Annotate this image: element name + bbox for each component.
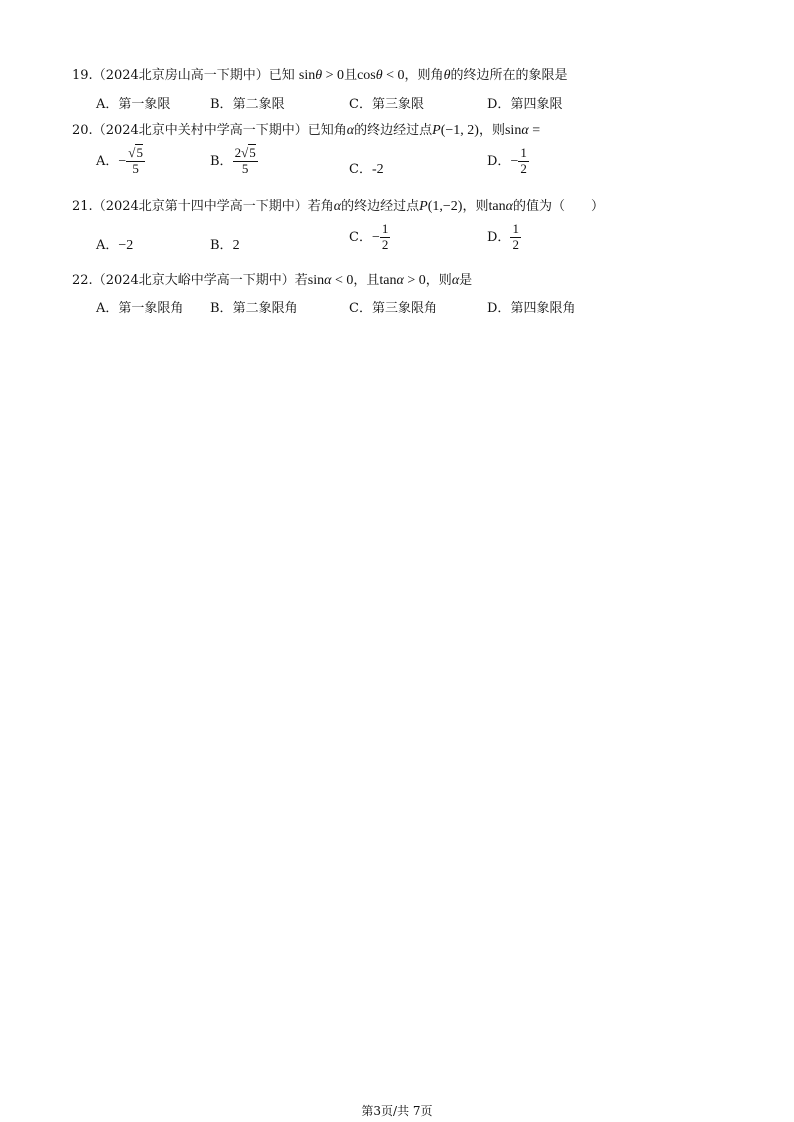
question-source: （2024北京房山高一下期中）	[92, 68, 269, 83]
denominator: 5	[241, 160, 249, 176]
stem-text: ，则	[478, 123, 505, 138]
math-minus: −	[510, 153, 519, 169]
option-d	[487, 146, 529, 177]
option-letter: D．	[487, 301, 511, 316]
radicand: 5	[136, 145, 143, 160]
option-letter: C．	[349, 162, 372, 177]
fraction	[518, 146, 529, 177]
stem-text: ，则角	[404, 68, 444, 83]
option-text: 第三象限	[371, 97, 424, 112]
question-source: （2024北京中关村中学高一下期中）	[92, 123, 308, 138]
stem-text: 的终边经过点	[354, 123, 433, 138]
coefficient: 2	[234, 145, 242, 160]
math-equals: =	[528, 123, 541, 138]
option-text: 第三象限角	[371, 301, 437, 316]
question-number: 20.	[72, 123, 93, 138]
math-alpha: α	[521, 123, 529, 138]
question-20-stem	[72, 119, 540, 139]
stem-text: 已知	[268, 68, 299, 83]
math-point-p: P	[419, 199, 428, 214]
option-text: 第四象限角	[510, 301, 576, 316]
math-sin: sin	[504, 123, 522, 138]
option-c	[349, 222, 390, 253]
page-footer: 第3页/共 7页	[361, 1104, 433, 1118]
stem-text: 的值为（ ）	[512, 199, 604, 214]
option-b	[210, 297, 298, 316]
question-21-stem	[72, 195, 604, 215]
math-tan: tan	[488, 199, 506, 214]
numerator: 1	[512, 221, 519, 236]
stem-text: ，且	[353, 273, 380, 288]
option-c	[349, 297, 437, 316]
option-letter: A．	[96, 301, 119, 316]
option-letter: D．	[487, 153, 511, 169]
option-letter: D．	[487, 97, 511, 112]
question-source: （2024北京第十四中学高一下期中）	[92, 199, 308, 214]
math-sin: sin	[298, 68, 316, 83]
math-sin: sin	[307, 273, 325, 288]
option-text: 第一象限角	[118, 301, 184, 316]
math-alpha: α	[346, 123, 355, 138]
question-number: 22.	[72, 273, 93, 288]
question-19-stem	[72, 64, 567, 84]
option-text: 第二象限	[232, 97, 285, 112]
question-number: 19.	[72, 68, 93, 83]
question-source: （2024北京大峪中学高一下期中）	[92, 273, 295, 288]
math-theta: θ	[443, 68, 451, 83]
question-22-stem	[72, 269, 472, 289]
option-letter: A．	[96, 153, 119, 169]
numerator: 1	[520, 145, 527, 160]
option-letter: A．	[96, 97, 119, 112]
option-text: −2	[118, 238, 134, 253]
option-text: 2	[232, 238, 240, 253]
math-coordinates: (−1, 2)	[440, 123, 479, 138]
option-a	[96, 146, 145, 177]
denominator: 2	[520, 160, 527, 176]
math-alpha: α	[451, 273, 460, 288]
option-d	[487, 93, 562, 112]
stem-text: 的终边所在的象限是	[450, 68, 568, 83]
math-alpha: α	[396, 273, 404, 288]
stem-text: 若	[294, 273, 308, 288]
option-a	[96, 297, 183, 316]
math-theta: θ	[315, 68, 323, 83]
option-c	[349, 93, 424, 112]
math-cos: cos	[357, 68, 376, 83]
option-letter: B．	[210, 238, 233, 253]
denominator: 2	[381, 236, 389, 252]
math-point-p: P	[432, 123, 441, 138]
option-text: 第一象限	[118, 97, 171, 112]
math-gt-zero: > 0	[403, 273, 426, 288]
stem-text: 是	[459, 273, 473, 288]
option-letter: B．	[210, 301, 233, 316]
option-a	[96, 234, 133, 254]
fraction	[510, 222, 521, 253]
option-text: 第四象限	[510, 97, 563, 112]
option-d	[487, 297, 575, 316]
option-letter: C．	[349, 301, 372, 316]
math-lt-zero: < 0	[382, 68, 405, 83]
option-a	[96, 93, 170, 112]
math-lt-zero: < 0	[331, 273, 354, 288]
stem-text: 且	[344, 68, 358, 83]
numerator: 1	[381, 221, 389, 236]
option-letter: C．	[349, 97, 372, 112]
option-letter: D．	[487, 229, 511, 245]
radicand: 5	[249, 145, 256, 160]
option-letter: C．	[349, 229, 372, 245]
option-d	[487, 222, 521, 253]
denominator: 2	[512, 236, 519, 252]
stem-text: ，则	[425, 273, 452, 288]
stem-text: 的终边经过点	[341, 199, 420, 214]
option-letter: A．	[96, 238, 119, 253]
math-alpha: α	[505, 199, 513, 214]
math-minus: −	[118, 153, 127, 169]
option-b	[210, 93, 285, 112]
question-number: 21.	[72, 199, 93, 214]
fraction: $\frac{√5}{5}$	[128, 145, 143, 176]
fraction	[380, 222, 391, 253]
math-theta: θ	[375, 68, 383, 83]
option-b	[210, 234, 240, 254]
stem-text: 若角	[307, 199, 334, 214]
math-tan: tan	[379, 273, 397, 288]
stem-text: ，则	[462, 199, 489, 214]
option-text: -2	[371, 162, 384, 177]
option-text: 第二象限角	[232, 301, 298, 316]
math-gt-zero: > 0	[322, 68, 345, 83]
option-b	[210, 146, 258, 177]
option-letter: B．	[210, 97, 233, 112]
denominator: 5	[132, 160, 139, 176]
option-letter: B．	[210, 153, 233, 169]
stem-text: 已知角	[307, 123, 347, 138]
math-alpha: α	[324, 273, 332, 288]
math-minus: −	[371, 229, 380, 245]
fraction: $\frac{2√5}{5}$	[234, 145, 256, 176]
math-alpha: α	[333, 199, 342, 214]
math-coordinates: (1,−2)	[427, 199, 463, 214]
option-c	[349, 158, 384, 178]
